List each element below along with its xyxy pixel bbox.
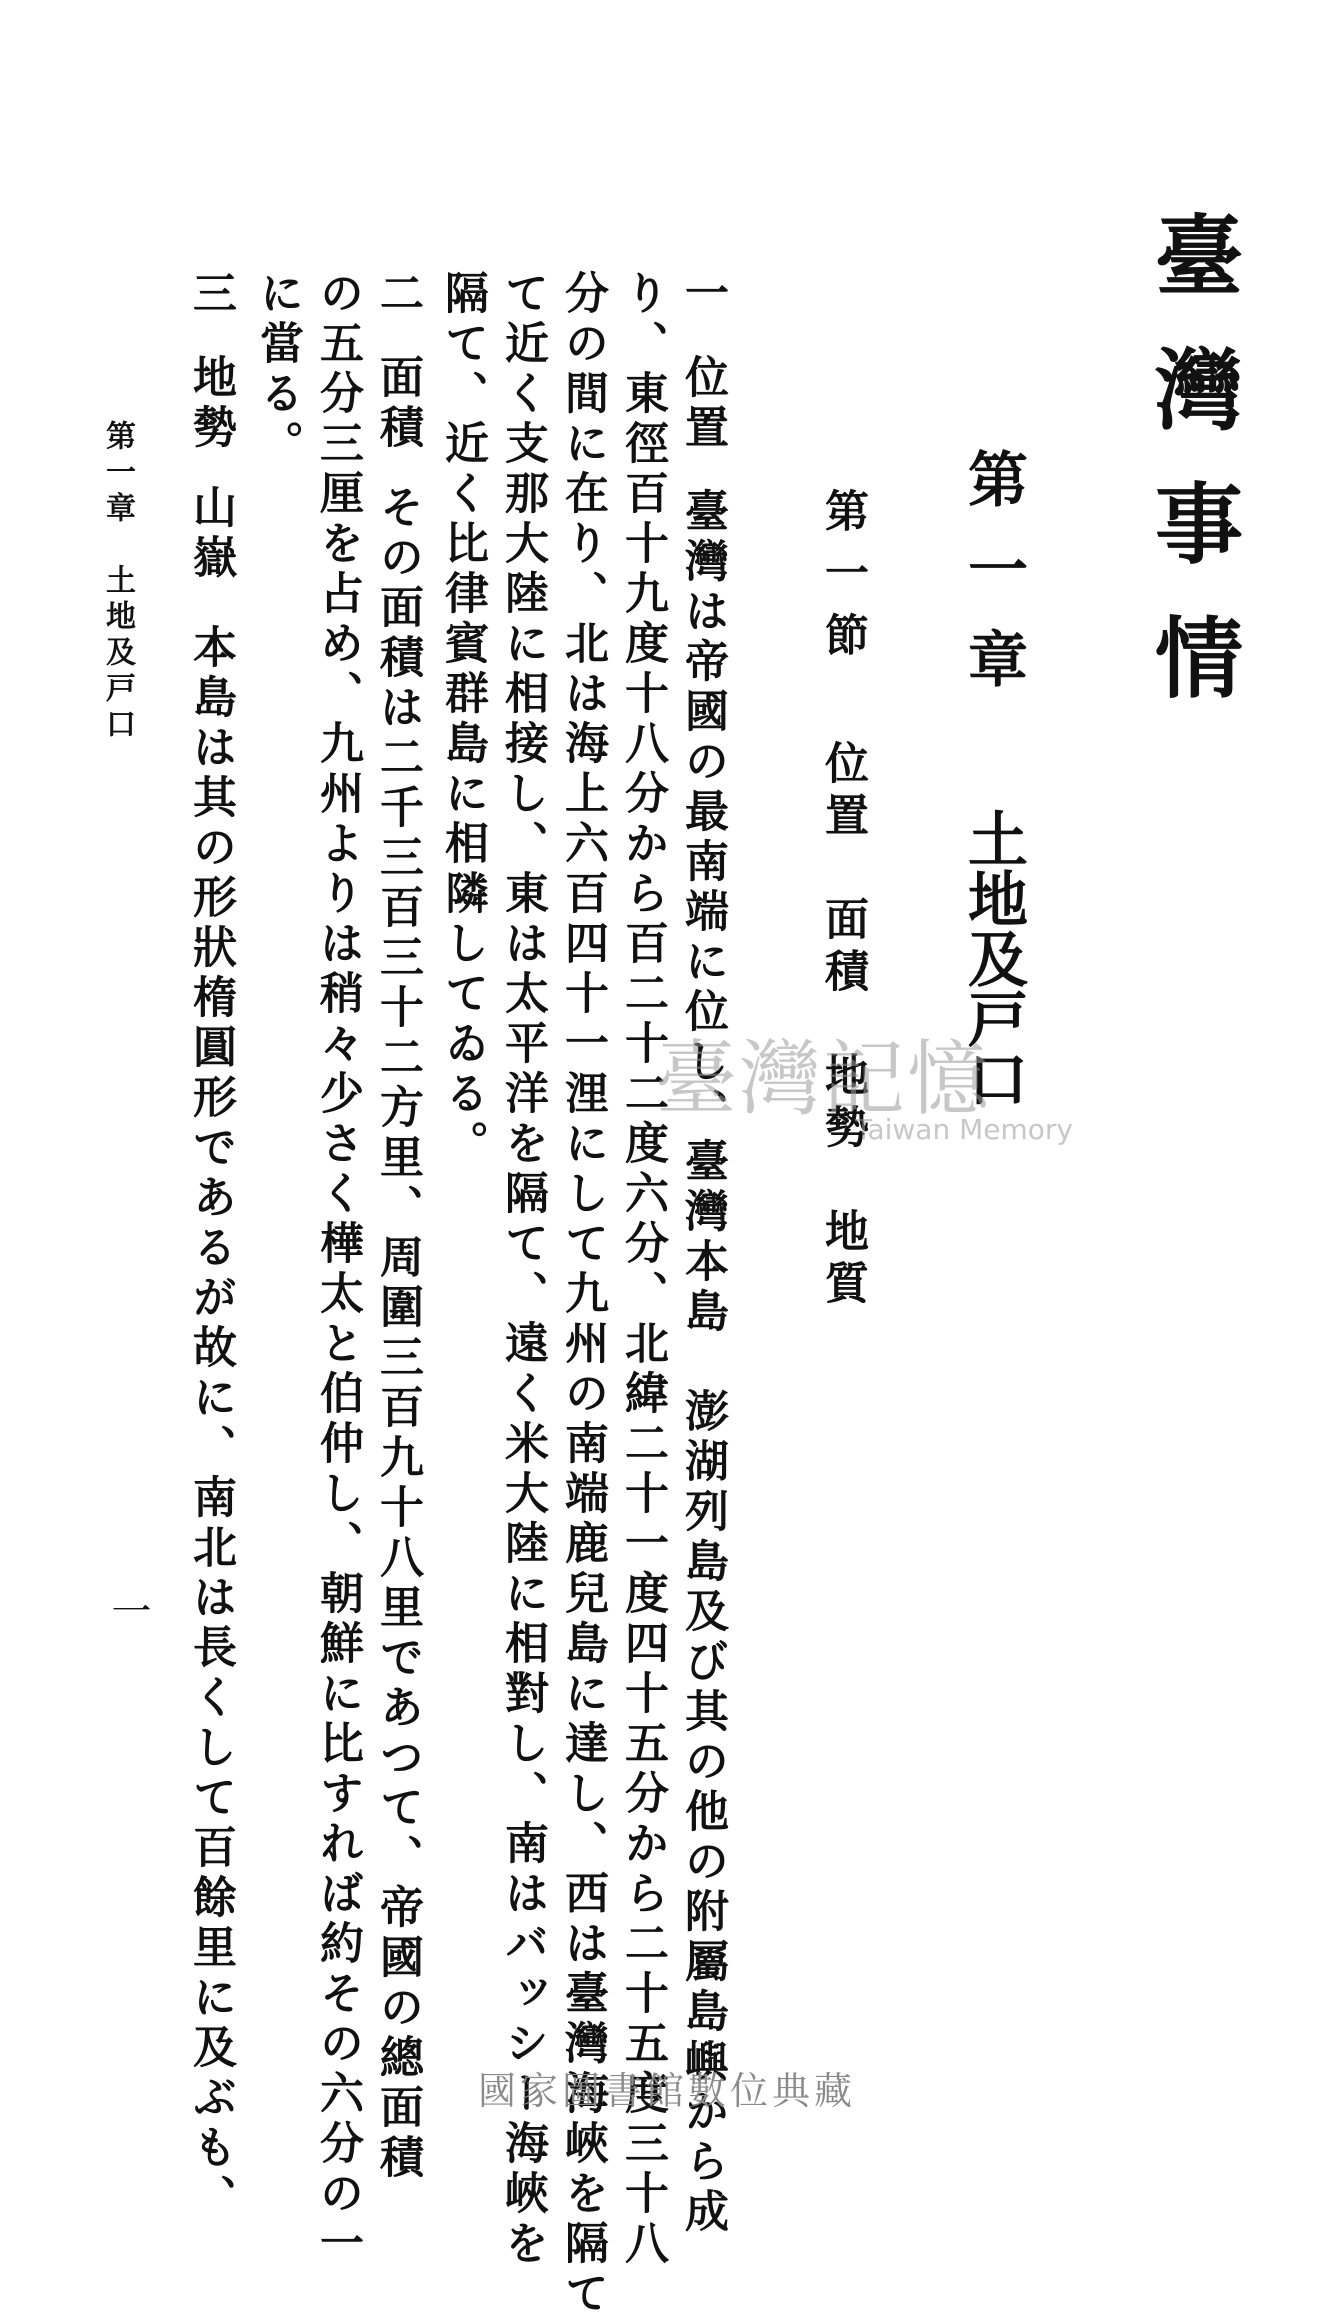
body-line: に當る。: [252, 270, 303, 470]
item-number: 一: [677, 270, 728, 320]
item-subheading: 山嶽: [185, 484, 236, 584]
body-line: て近く支那大陸に相接し、東は太平洋を隔て、遠く米大陸に相對し、南はバッシー海峽を: [497, 270, 548, 2270]
watermark-logo: [655, 1032, 1095, 1146]
watermark-en: Taiwan Memory: [855, 1113, 1073, 1146]
section-number: 第一節: [817, 488, 868, 674]
chapter-title: 土地及戸口: [958, 808, 1028, 1108]
item-3-first-line: [178, 270, 242, 2224]
archive-stamp: 國家圖書館數位典藏: [477, 2069, 856, 2113]
watermark-cjk: 臺灣記憶: [655, 1032, 992, 1127]
running-head: 第一章 土地及戸口: [100, 420, 135, 744]
page-number: 一: [105, 1590, 151, 1630]
item-2-first-line: [365, 270, 429, 2184]
chapter-number: 第一章: [958, 448, 1028, 718]
item-1-first-line: [670, 270, 734, 2238]
item-heading: 位置: [677, 354, 728, 454]
section-title: 位置 面積 地勢 地質: [817, 740, 868, 1312]
body-line: 本島は其の形狀楕圓形であるが故に、南北は長くして百餘里に及ぶも、: [185, 624, 236, 2224]
body-line: 分の間に在り、北は海上六百四十一浬にして九州の南端鹿兒島に達し、西は臺灣海峽を隔て: [557, 270, 608, 2320]
body-line: 臺灣は帝國の最南端に位し、臺灣本島 澎湖列島及び其の他の附屬島嶼から成: [677, 488, 728, 2238]
item-number: 三: [185, 270, 236, 320]
item-heading: 地勢: [185, 354, 236, 454]
body-line: 隔て、近く比律賓群島に相隣してゐる。: [437, 270, 488, 1170]
book-title: 臺灣事情: [1141, 210, 1245, 746]
body-line: の五分三厘を占め、九州よりは稍々少さく樺太と伯仲し、朝鮮に比すれば約その六分の一: [312, 270, 363, 2270]
body-line: その面積は二千三百三十二方里、周圍三百九十八里であつて、帝國の總面積: [372, 484, 423, 2184]
item-heading: 面積: [372, 354, 423, 454]
body-line: り、東徑百十九度十八分から百二十二度六分、北緯二十一度四十五分から二十五度三十八: [617, 270, 668, 2270]
item-number: 二: [372, 270, 423, 320]
